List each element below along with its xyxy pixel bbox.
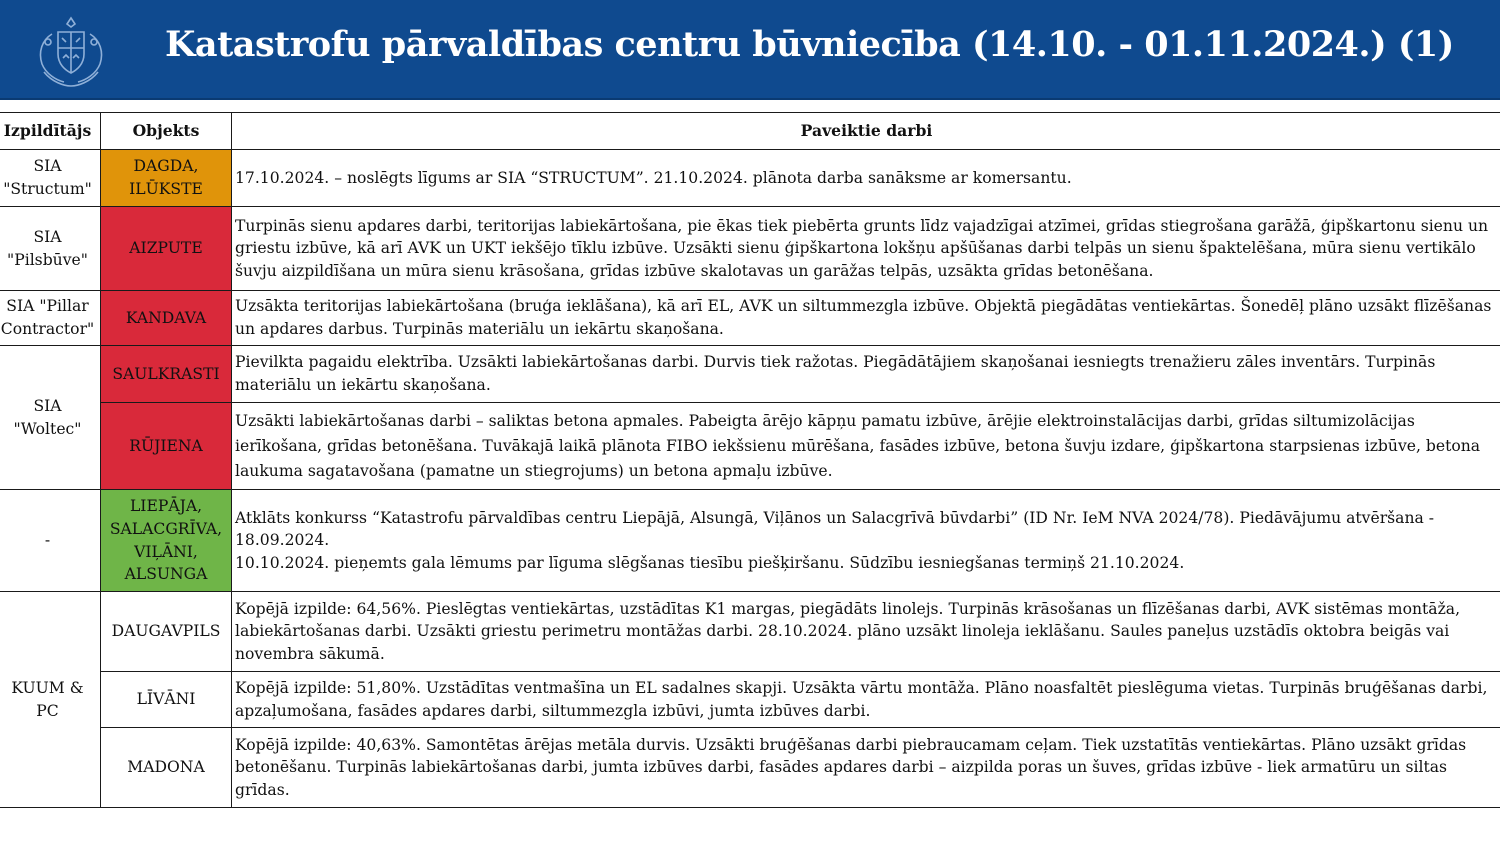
table-row xyxy=(0,346,1500,403)
work-cell: Uzsākti labiekārtošanas darbi – saliktas betona apmales. Pabeigta ārējo kāpņu pamatu izbūve, ārējie elektroinstalācijas darbi, grīdas siltumizolācijas ierīkošana, grīdas betonēšana. Tuvākajā laikā plānota FIBO iekšsienu mūrēšana, fasādes izbūve, betona šuvju izdare, ģipškartona starpsienas izbūve, betona laukuma sagatavošana (pamatne un stiegrojums) un betona apmaļu izbūve. xyxy=(232,403,1500,490)
coat-of-arms-logo xyxy=(30,12,112,90)
table-row xyxy=(0,490,1500,592)
table-row xyxy=(0,403,1500,490)
object-cell: KANDAVA xyxy=(101,291,232,346)
work-cell: Turpinās sienu apdares darbi, teritorijas labiekārtošana, pie ēkas tiek piebērta grunts līdz vajadzīgai atzīmei, grīdas stiegrošana garāžā, ģipškartonu sienu un griestu izbūve, kā arī AVK un UKT iekšējo tīklu izbūve. Uzsākti sienu ģipškartona lokšņu apšūšanas darbi telpās un sienu špaktelēšana, mūra sienu vertikālo šuvju aizpildīšana un mūra sienu krāsošana, grīdas izbūve skalotavas un garāžas telpās, uzsākta grīdas betonēšana. xyxy=(232,207,1500,291)
work-text-line: 10.10.2024. pieņemts gala lēmums par līguma slēgšanas tiesību piešķiršanu. Sūdzību iesniegšanas termiņš 21.10.2024. xyxy=(235,553,1185,572)
column-header-work-done: Paveiktie darbi xyxy=(232,113,1500,150)
executor-cell: SIA "Pilsbūve" xyxy=(0,207,101,291)
object-cell: DAGDA, ILŪKSTE xyxy=(101,150,232,207)
work-cell: 17.10.2024. – noslēgts līgums ar SIA “STRUCTUM”. 21.10.2024. plānota darba sanāksme ar komersantu. xyxy=(232,150,1500,207)
object-cell: SAULKRASTI xyxy=(101,346,232,403)
table-row xyxy=(0,592,1500,672)
work-cell: Kopējā izpilde: 64,56%. Pieslēgtas ventiekārtas, uzstādītas K1 margas, piegādāts linolejs. Turpinās krāsošanas un flīzēšanas darbi, AVK sistēmas montāža, labiekārtošanas darbi. Uzsākti griestu perimetru montāžas darbi. 28.10.2024. plāno uzsākt linoleja ieklāšanu. Saules paneļus uzstādīs oktobra beigās vai novembra sākumā. xyxy=(232,592,1500,672)
column-header-executor: Izpildītājs xyxy=(0,113,101,150)
table-row xyxy=(0,728,1500,808)
column-header-object: Objekts xyxy=(101,113,232,150)
work-cell: Uzsākta teritorijas labiekārtošana (bruģa ieklāšana), kā arī EL, AVK un siltummezgla izbūve. Objektā piegādātas ventiekārtas. Šonedēļ plāno uzsākt flīzēšanas un apdares darbus. Turpinās materiālu un iekārtu skaņošana. xyxy=(232,291,1500,346)
table-row xyxy=(0,150,1500,207)
object-cell: AIZPUTE xyxy=(101,207,232,291)
work-cell: Kopējā izpilde: 40,63%. Samontētas ārējas metāla durvis. Uzsākti bruģēšanas darbi piebraucamam ceļam. Tiek uzstatītās ventiekārtas. Plāno uzsākt grīdas betonēšanu. Turpinās labiekārtošanas darbi, jumta izbūves darbi, fasādes apdares darbi – aizpilda poras un šuves, grīdas izbūve - liek armatūru un siltas grīdas. xyxy=(232,728,1500,808)
progress-table xyxy=(0,112,1500,808)
executor-cell: - xyxy=(0,490,101,592)
page-title: Katastrofu pārvaldības centru būvniecība (14.10. - 01.11.2024.) (1) xyxy=(165,24,1454,65)
executor-cell: KUUM & PC xyxy=(0,592,101,808)
object-cell: LĪVĀNI xyxy=(101,672,232,728)
work-text-line: Atklāts konkurss “Katastrofu pārvaldības centru Liepājā, Alsungā, Viļānos un Salacgrīvā būvdarbi” (ID Nr. IeM NVA 2024/78). Piedāvājumu atvēršana - 18.09.2024. xyxy=(235,508,1435,550)
table-row xyxy=(0,672,1500,728)
executor-cell: SIA "Woltec" xyxy=(0,346,101,490)
executor-cell: SIA "Structum" xyxy=(0,150,101,207)
object-cell: MADONA xyxy=(101,728,232,808)
work-cell: Pievilkta pagaidu elektrība. Uzsākti labiekārtošanas darbi. Durvis tiek ražotas. Piegādātājiem skaņošanai iesniegts trenažieru zāles inventārs. Turpinās materiālu un iekārtu skaņošana. xyxy=(232,346,1500,403)
table-row xyxy=(0,291,1500,346)
title-banner xyxy=(0,0,1500,100)
table-header-row xyxy=(0,113,1500,150)
table-row xyxy=(0,207,1500,291)
work-cell: Kopējā izpilde: 51,80%. Uzstādītas ventmašīna un EL sadalnes skapji. Uzsākta vārtu montāža. Plāno noasfaltēt pieslēguma vietas. Turpinās bruģēšanas darbi, apzaļumošana, fasādes apdares darbi, siltummezgla izbūvi, jumta izbūves darbi. xyxy=(232,672,1500,728)
executor-cell: SIA "Pillar Contractor" xyxy=(0,291,101,346)
object-cell: RŪJIENA xyxy=(101,403,232,490)
object-cell: DAUGAVPILS xyxy=(101,592,232,672)
work-cell xyxy=(232,490,1500,592)
object-cell: LIEPĀJA, SALACGRĪVA, VIĻĀNI, ALSUNGA xyxy=(101,490,232,592)
